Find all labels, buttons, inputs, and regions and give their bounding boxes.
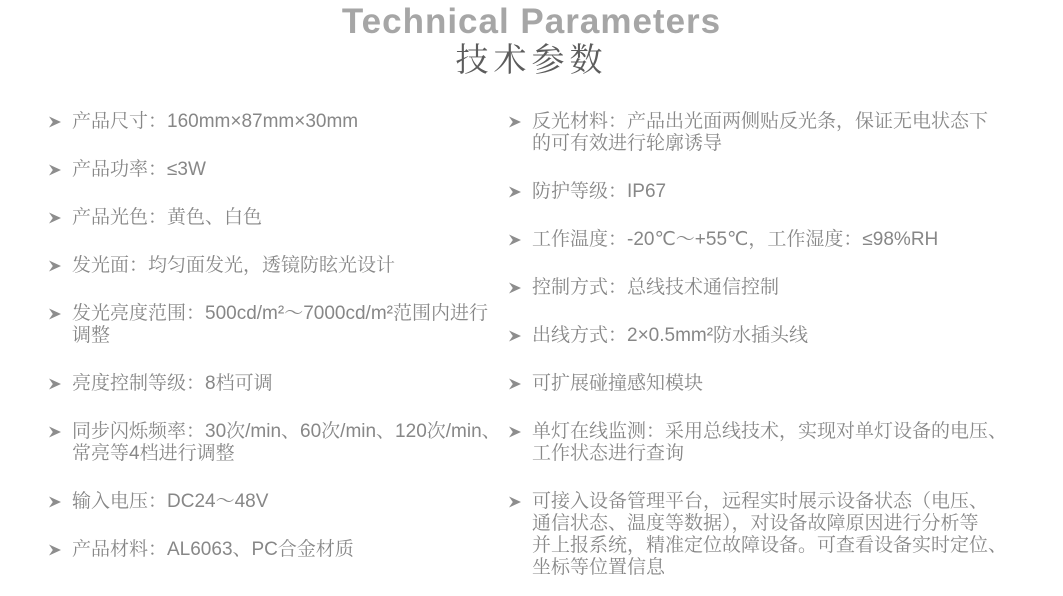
spec-item-text: 亮度控制等级：8档可调 [72, 373, 273, 394]
arrow-bullet-icon [48, 373, 63, 395]
arrow-bullet-icon [508, 111, 523, 155]
spec-item [508, 491, 1026, 579]
arrow-bullet-icon [508, 421, 523, 465]
spec-item-text: 输入电压：DC24～48V [72, 491, 269, 512]
spec-item [48, 491, 508, 513]
spec-item [508, 181, 1026, 203]
spec-item [508, 421, 1026, 465]
arrow-bullet-icon [48, 255, 63, 277]
spec-item-text: 单灯在线监测：采用总线技术，实现对单灯设备的电压、 工作状态进行查询 [532, 421, 1008, 464]
spec-columns [48, 111, 1063, 579]
spec-item-text: 同步闪烁频率：30次/min、60次/min、120次/min、 常亮等4档进行调整 [72, 421, 501, 464]
spec-item-text: 控制方式：总线技术通信控制 [532, 277, 780, 298]
spec-item [48, 207, 508, 229]
spec-item [48, 421, 508, 465]
arrow-bullet-icon [48, 491, 63, 513]
spec-item-text: 产品材料：AL6063、PC合金材质 [72, 539, 354, 560]
spec-column-left [48, 111, 508, 561]
spec-item [48, 111, 508, 133]
spec-item-text: 可接入设备管理平台，远程实时展示设备状态（电压、 通信状态、温度等数据），对设备故障原因进行分析等 并上报系统，精准定位故障设备。可查看设备实时定位、 坐标等位置信息 [532, 491, 1008, 578]
spec-item-text: 工作温度：-20℃～+55℃，工作湿度：≤98%RH [532, 229, 939, 250]
spec-item-text: 产品功率：≤3W [72, 159, 206, 180]
spec-item [48, 373, 508, 395]
arrow-bullet-icon [508, 373, 523, 395]
arrow-bullet-icon [48, 421, 63, 465]
spec-item-text: 发光面：均匀面发光，透镜防眩光设计 [72, 255, 396, 276]
arrow-bullet-icon [508, 181, 523, 203]
page-header [0, 0, 1063, 78]
arrow-bullet-icon [48, 539, 63, 561]
spec-column-right [508, 111, 1026, 579]
spec-item-text: 反光材料：产品出光面两侧贴反光条，保证无电状态下 的可有效进行轮廓诱导 [532, 111, 989, 154]
spec-item [508, 277, 1026, 299]
spec-item [48, 159, 508, 181]
arrow-bullet-icon [508, 491, 523, 579]
spec-item-text: 防护等级：IP67 [532, 181, 667, 202]
spec-item [508, 373, 1026, 395]
spec-item-text: 产品尺寸：160mm×87mm×30mm [72, 111, 359, 132]
arrow-bullet-icon [508, 325, 523, 347]
spec-item-text: 可扩展碰撞感知模块 [532, 373, 704, 394]
spec-item [508, 229, 1026, 251]
spec-item [508, 111, 1026, 155]
spec-item [48, 539, 508, 561]
spec-item-text: 出线方式：2×0.5mm²防水插头线 [532, 325, 809, 346]
spec-item [48, 255, 508, 277]
arrow-bullet-icon [508, 229, 523, 251]
arrow-bullet-icon [508, 277, 523, 299]
arrow-bullet-icon [48, 111, 63, 133]
page-title-en: Technical Parameters [341, 2, 722, 41]
spec-item-text: 发光亮度范围：500cd/m²～7000cd/m²范围内进行 调整 [72, 303, 488, 346]
arrow-bullet-icon [48, 159, 63, 181]
spec-item [508, 325, 1026, 347]
spec-item [48, 303, 508, 347]
arrow-bullet-icon [48, 303, 63, 347]
spec-item-text: 产品光色：黄色、白色 [72, 207, 263, 228]
arrow-bullet-icon [48, 207, 63, 229]
page-title-zh: 技术参数 [455, 41, 608, 78]
